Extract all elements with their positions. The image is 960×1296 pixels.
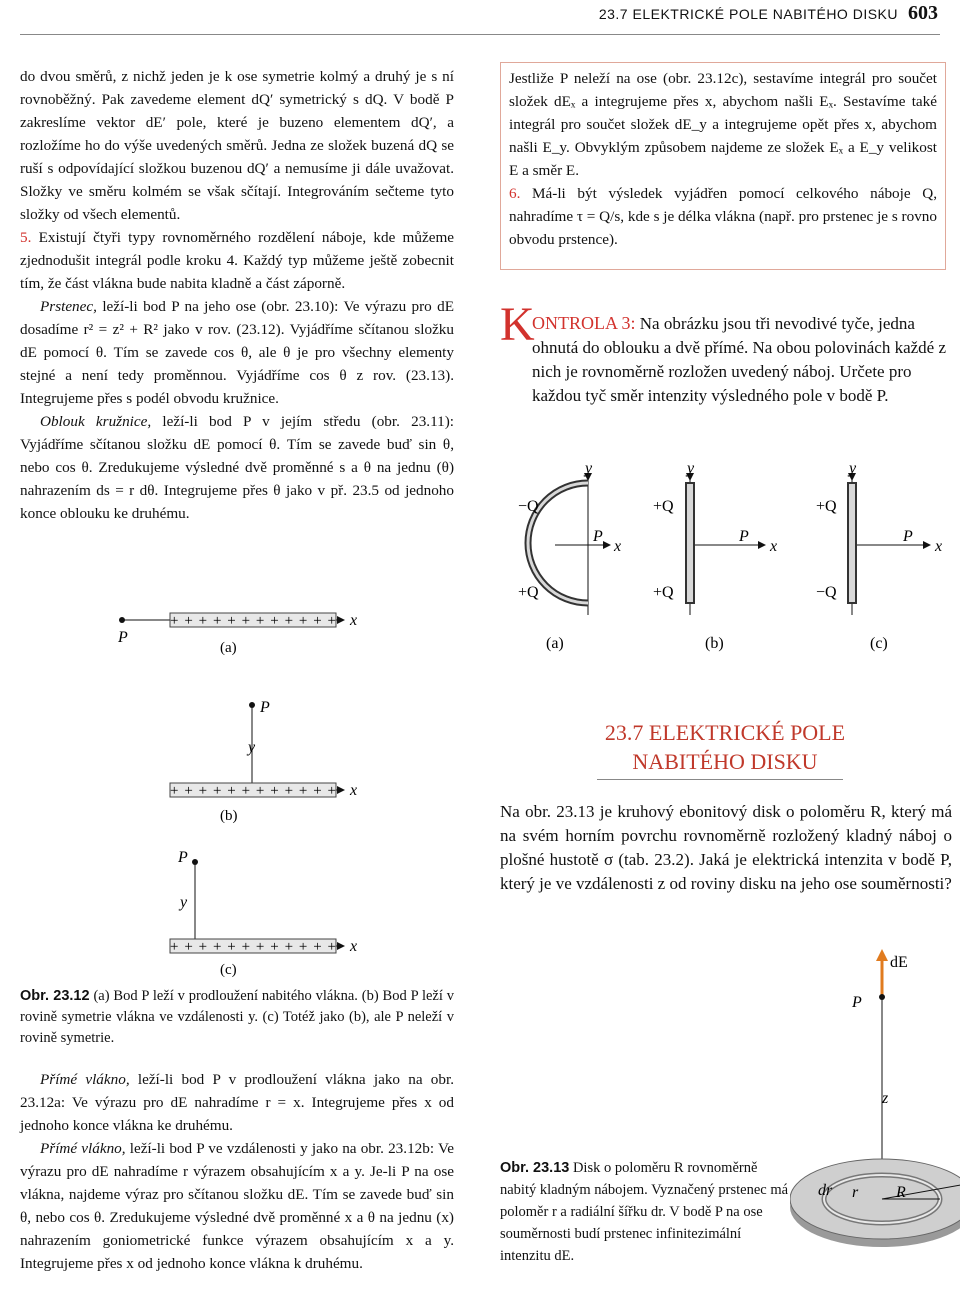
charge-bottom-label: −Q	[816, 584, 837, 601]
running-title: 23.7 ELEKTRICKÉ POLE NABITÉHO DISKU	[598, 6, 898, 22]
left-column-bottom-text	[20, 1068, 454, 1275]
panel-c	[170, 849, 357, 978]
figure-three-rods	[500, 455, 960, 660]
paragraph: Jestliže P neleží na ose (obr. 23.12c), sestavíme integrál pro součet složek dEₓ a integrujeme přes x, abychom našli Eₓ. Sestavíme také integrál pro součet složek dE_y a integrujeme opět přes x, abychom našli E_y. Obvyklým způsobem najdeme ze složek Eₓ a E_y velikost E a směr E.	[509, 70, 937, 179]
axis-y-label: y	[849, 460, 857, 477]
lead-term: Přímé vlákno,	[40, 1071, 130, 1088]
panel-label: (c)	[220, 962, 237, 978]
charge-top-label: +Q	[816, 498, 837, 515]
paragraph-text: leží-li bod P ve vzdálenosti y jako na obr. 23.12b: Ve výrazu pro dE nahradíme r výrazem obsahujícím x a y. Je-li P na ose vlákna, najdeme výraz pro sčítanou složku dE. Tím se zavede buď sin θ, nebo cos θ. Zredukujeme výsledné dvě proměnné x a θ na jednu (x) nahrazením goniometrické funkce výrazem obsahujícím x a y. Integrujeme přes x od jednoho konce vlákna k druhému.	[20, 1140, 454, 1272]
check-text-block	[532, 311, 952, 408]
caption-paragraph	[20, 986, 454, 1049]
check-label: ONTROLA 3:	[532, 313, 636, 333]
charges: + + + + + + + + + + + +	[170, 783, 336, 799]
section-rule	[597, 779, 843, 780]
left-column-text	[20, 65, 454, 525]
paragraph-line-distance	[20, 1137, 454, 1275]
panel-label: (b)	[220, 808, 238, 824]
figure-23-13	[790, 945, 960, 1285]
R-label: R	[896, 1184, 906, 1201]
point-label: P	[260, 699, 270, 716]
section-title: 23.7 ELEKTRICKÉ POLE NABITÉHO DISKU	[604, 720, 846, 774]
point-label: P	[903, 528, 913, 545]
section-body	[500, 800, 952, 896]
dr-label: dr	[818, 1182, 833, 1199]
procedure-box	[500, 62, 946, 270]
check-initial: K	[500, 298, 535, 351]
panel-label: (b)	[705, 635, 724, 652]
paragraph-arc	[20, 410, 454, 525]
caption-23-12	[20, 986, 454, 1049]
caption-text: Disk o poloměru R rovnoměrně nabitý kladným nábojem. Vyznačený prstenec má poloměr r a radiální šířku dr. V bodě P na ose souměrnosti budí prstenec infinitezimální intenzitu dE.	[500, 1160, 789, 1264]
caption-label: Obr. 23.13	[500, 1160, 570, 1176]
step-text: Má-li být výsledek vyjádřen pomocí celkového náboje Q, nahradíme τ = Q/s, kde s je délka vlákna (např. pro prstenec je s rovno obvodu prstence).	[509, 185, 937, 248]
step-number: 5.	[20, 229, 32, 246]
panel-label: (a)	[546, 635, 564, 652]
axis-y-label: y	[687, 460, 695, 477]
charges: + + + + + + + + + + + +	[170, 939, 336, 955]
caption-paragraph	[500, 1157, 790, 1267]
lead-term: Oblouk kružnice,	[40, 413, 152, 430]
lead-term: Prstenec,	[40, 298, 97, 315]
charge-bottom-label: +Q	[518, 584, 539, 601]
paragraph-text: leží-li bod P v jejím středu (obr. 23.11): Vyjádříme sčítanou složku dE pomocí θ. Tím se zavede buď sin θ, nebo cos θ. Zredukujeme výsledné dvě proměnné s a θ na jednu (θ) nahrazením ds = r dθ. Integrujeme přes θ jako v př. 23.5 od jednoho konce oblouku ke druhému.	[20, 413, 454, 522]
paragraph: Na obr. 23.13 je kruhový ebonitový disk o poloměru R, který má na svém horním povrchu rovnoměrně rozložený kladný náboj o plošné hustotě σ (tab. 23.2). Jaká je elektrická intenzita v bodě P, který je ve vzdálenosti z od roviny disku na jeho ose souměrnosti?	[500, 802, 952, 893]
charge-top-label: −Q	[518, 498, 539, 515]
paragraph-text: leží-li bod P v prodloužení vlákna jako na obr. 23.12a: Ve výrazu pro dE nahradíme r = x. Integrujeme přes x od jednoho konce vlákna ke druhému.	[20, 1071, 455, 1134]
paragraph: do dvou směrů, z nichž jeden je k ose symetrie kolmý a druhý je s ní rovnoběžný. Pak zavedeme element dQ′ symetrický s dQ. V bodě P zakreslíme vektor dE′ pole, které je buzeno elementem dQ′, a rozložíme ho do výše uvedených směrů. Jedna ze složek buzená dQ se ruší s odpovídající složkou buzenou dQ′ a nemusíme ji dále uvažovat. Složky ve směru kolmém se však sčítají. Integrováním sečteme tyto složky od všech elementů.	[20, 68, 454, 223]
axis-x-label: x	[770, 538, 778, 555]
paragraph-step-6	[509, 182, 937, 251]
axis-x-label: x	[350, 782, 358, 799]
caption-label: Obr. 23.12	[20, 988, 90, 1004]
panel-label: (a)	[220, 640, 237, 656]
axis-x-label: x	[614, 538, 622, 555]
axis-x-label: x	[350, 612, 358, 629]
panel-a	[117, 612, 357, 656]
axis-y-label: y	[248, 739, 256, 756]
point-label: P	[852, 994, 862, 1011]
figure-23-12	[100, 600, 380, 985]
axis-z-label: z	[882, 1090, 889, 1107]
header-rule	[20, 34, 940, 35]
check-text: Na obrázku jsou tři nevodivé tyče, jedna ohnutá do oblouku a dvě přímé. Na obou polovinách každé z nich je rovnoměrně rozložen uvedený náboj. Určete pro každou tyč směr intenzity výsledného pole v bodě P.	[532, 314, 947, 405]
panel-b	[170, 699, 357, 824]
axis-x-label: x	[935, 538, 943, 555]
step-text: Existují čtyři typy rovnoměrného rozdělení náboje, kde můžeme zjednodušit integrál podle kroku 4. Každý typ můžeme ještě zobecnit tím, že část vlákna bude nabita kladně a část záporně.	[20, 229, 455, 292]
point-label: P	[593, 528, 603, 545]
rod-b-straight	[653, 460, 777, 652]
caption-23-13	[500, 1157, 790, 1267]
axis-y-label: y	[180, 894, 188, 911]
panel-label: (c)	[870, 635, 888, 652]
charge-top-label: +Q	[653, 498, 674, 515]
page-number: 603	[908, 2, 938, 24]
axis-x-label: x	[350, 938, 358, 955]
rod-c-straight	[816, 460, 942, 652]
point-label: P	[178, 849, 188, 866]
caption-text: (a) Bod P leží v prodloužení nabitého vlákna. (b) Bod P leží v rovině symetrie vlákna ve vzdálenosti y. (c) Totéž jako (b), ale P neleží v rovině symetrie.	[20, 988, 455, 1046]
axis-y-label: y	[585, 460, 593, 477]
step-number: 6.	[509, 185, 521, 202]
r-label: r	[852, 1184, 859, 1201]
lead-term: Přímé vlákno,	[40, 1140, 126, 1157]
vector-label: dE	[890, 954, 908, 971]
page-header	[0, 0, 960, 34]
paragraph-step-5	[20, 226, 454, 295]
paragraph-ring	[20, 295, 454, 410]
rod-a-arc	[518, 460, 621, 652]
charge-bottom-label: +Q	[653, 584, 674, 601]
point-label: P	[118, 629, 128, 646]
paragraph-line-extension	[20, 1068, 454, 1137]
charges: + + + + + + + + + + + +	[170, 613, 336, 629]
paragraph-text: leží-li bod P na jeho ose (obr. 23.10): Ve výrazu pro dE dosadíme r² = z² + R² jako v rov. (23.12). Vyjádříme sčítanou složku dE pomocí θ. Tím se zavede cos θ, ale θ je pro všechny elementy stejné a není tedy proměnnou. Vyjádříme cos θ z rov. (23.13). Integrujeme přes s podél obvodu kružnice.	[20, 298, 454, 407]
point-label: P	[739, 528, 749, 545]
